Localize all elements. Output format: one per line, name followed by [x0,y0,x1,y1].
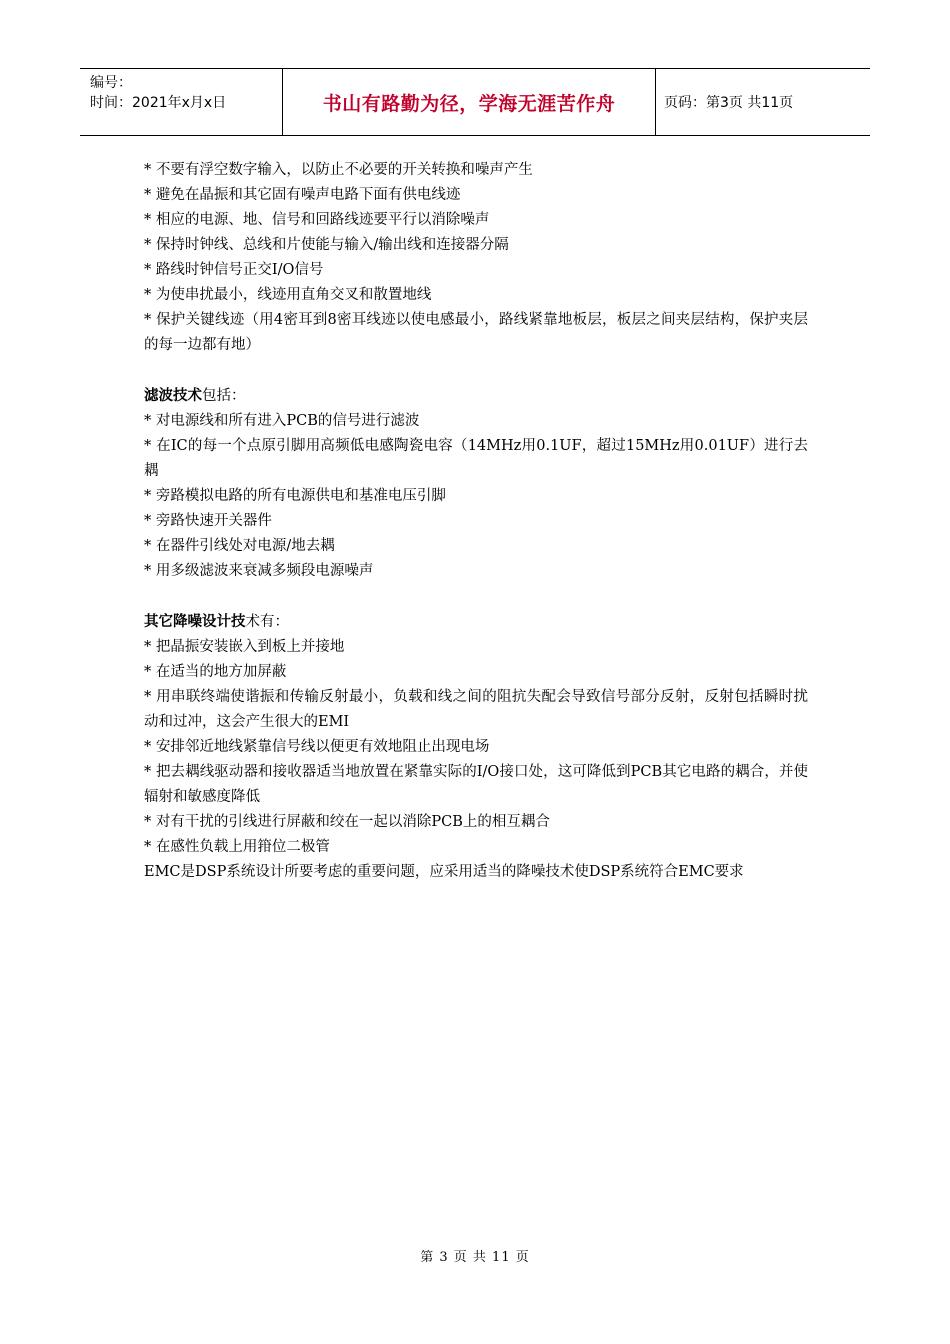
section-title-rest: 包括： [202,388,246,404]
list-item: * 对电源线和所有进入PCB的信号进行滤波 [144,413,420,429]
header-page-label: 页码：第3页 共11页 [664,95,794,111]
list-item: * 在器件引线处对电源/地去耦 [144,538,335,554]
paragraph-gap [144,584,808,609]
header-meta [80,69,282,135]
list-item: * 在IC的每一个点原引脚用高频低电感陶瓷电容（14MHz用0.1UF，超过15MHz用0.01UF）进行去耦 [144,438,808,479]
page-header [80,68,870,136]
header-motto: 书山有路勤为径，学海无涯苦作舟 [282,69,656,135]
list-item: * 把去耦线驱动器和接收器适当地放置在紧靠实际的I/O接口处，这可降低到PCB其它电路的耦合，并使辐射和敏感度降低 [144,764,808,805]
list-item: * 保持时钟线、总线和片使能与输入/输出线和连接器分隔 [144,237,509,253]
section-title-other-noise [144,609,808,635]
document-body [144,158,808,885]
list-item: * 相应的电源、地、信号和回路线迹要平行以消除噪声 [144,212,490,228]
list-item: * 避免在晶振和其它固有噪声电路下面有供电线迹 [144,187,461,203]
section-title-rest: 术有： [245,614,289,630]
list-item: * 在感性负载上用箝位二极管 [144,839,330,855]
page-footer: 第 3 页 共 11 页 [420,1250,530,1265]
conclusion-paragraph: EMC是DSP系统设计所要考虑的重要问题，应采用适当的降噪技术使DSP系统符合EMC要求 [144,864,744,880]
list-item: * 旁路快速开关器件 [144,513,272,529]
time-label: 时间：2021年x月x日 [90,95,227,111]
list-item: * 路线时钟信号正交I/O信号 [144,262,324,278]
list-item: * 为使串扰最小，线迹用直角交叉和散置地线 [144,287,432,303]
list-item: * 保护关键线迹（用4密耳到8密耳线迹以使电感最小，路线紧靠地板层，板层之间夹层结构，保护夹层的每一边都有地） [144,312,808,353]
serial-label: 编号： [90,75,132,91]
list-item: * 用串联终端使谐振和传输反射最小，负载和线之间的阻抗失配会导致信号部分反射，反射包括瞬时扰动和过冲，这会产生很大的EMI [144,689,808,730]
list-item: * 不要有浮空数字输入，以防止不必要的开关转换和噪声产生 [144,162,533,178]
list-item: * 对有干扰的引线进行屏蔽和绞在一起以消除PCB上的相互耦合 [144,814,550,830]
list-item: * 在适当的地方加屏蔽 [144,664,287,680]
paragraph-gap [144,358,808,383]
section-title-bold: 其它降噪设计技 [144,613,246,630]
section-title-filtering [144,383,808,409]
list-item: * 旁路模拟电路的所有电源供电和基准电压引脚 [144,488,446,504]
list-item: * 用多级滤波来衰减多频段电源噪声 [144,563,374,579]
section-title-bold: 滤波技术 [144,387,202,404]
list-item: * 安排邻近地线紧靠信号线以便更有效地阻止出现电场 [144,739,490,755]
list-item: * 把晶振安装嵌入到板上并接地 [144,639,345,655]
